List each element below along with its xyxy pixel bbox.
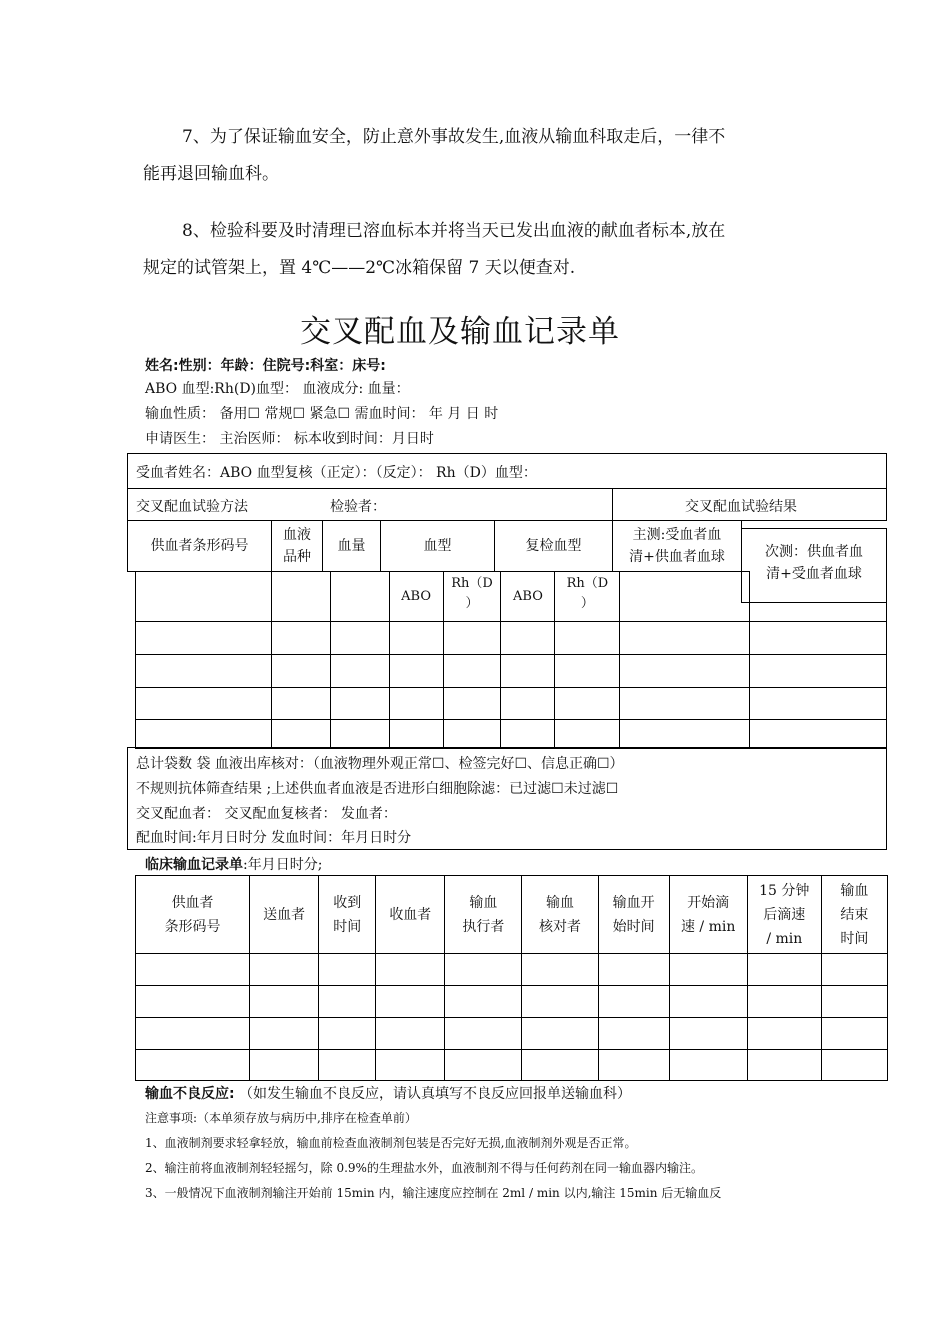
cell[interactable] — [443, 688, 501, 720]
header-blood-type: 血液 品种 — [271, 520, 323, 572]
cell[interactable] — [620, 655, 750, 688]
header-blood-group: 血型 — [380, 520, 495, 572]
cell[interactable] — [443, 720, 501, 749]
cell[interactable] — [747, 954, 821, 986]
cell[interactable] — [821, 1050, 887, 1081]
header-minor-test: 次测：供血者血 清+受血者血球 — [741, 528, 887, 603]
cell[interactable] — [669, 1050, 747, 1081]
note-1: 1、血液制剂要求轻拿轻放，输血前检查血液制剂包装是否完好无损,血液制剂外观是否正常。 — [145, 1136, 637, 1150]
cell[interactable] — [747, 986, 821, 1018]
clinical-header-row — [136, 876, 888, 954]
cell[interactable] — [136, 655, 272, 688]
result-header-text: 交叉配血试验结果 — [685, 499, 797, 515]
summary-line3: 交叉配血者： 交叉配血复核者： 发血者： — [136, 806, 397, 822]
cell[interactable] — [330, 720, 389, 749]
cell[interactable] — [522, 954, 598, 986]
clinical-header: 开始滴 速 / min — [669, 876, 747, 954]
clinical-header: 收到 时间 — [319, 876, 376, 954]
clinical-header: 收血者 — [376, 876, 445, 954]
clinical-header: 输血开 始时间 — [598, 876, 669, 954]
clinical-header: 供血者 条形码号 — [136, 876, 250, 954]
cell[interactable] — [136, 572, 272, 622]
cell[interactable] — [620, 572, 750, 622]
subheader-abo-1: ABO — [389, 572, 443, 622]
recipient-row-text: 受血者姓名：ABO 血型复核（正定）：（反定）： Rh（D）血型： — [136, 465, 537, 481]
cell[interactable] — [555, 622, 620, 655]
cell[interactable] — [750, 572, 887, 622]
notes-header: 注意事项:（本单须存放与病历中,排序在检查单前） — [145, 1111, 417, 1125]
cell[interactable] — [522, 1018, 598, 1050]
cell[interactable] — [821, 954, 887, 986]
cell[interactable] — [821, 986, 887, 1018]
cell[interactable] — [747, 1018, 821, 1050]
clinical-header: 送血者 — [250, 876, 319, 954]
inspector-label: 检验者： — [330, 499, 386, 515]
cell[interactable] — [271, 572, 330, 622]
cell[interactable] — [555, 655, 620, 688]
cell[interactable] — [319, 986, 376, 1018]
patient-info-line3: 输血性质： 备用☐ 常规☐ 紧急☐ 需血时间： 年 月 日 时 — [145, 406, 499, 422]
cell[interactable] — [522, 986, 598, 1018]
adverse-reaction-line: 输血不良反应: （如发生输血不良反应，请认真填写不良反应回报单送输血科） — [145, 1086, 632, 1102]
cell[interactable] — [669, 954, 747, 986]
cell[interactable] — [389, 688, 443, 720]
patient-info-line4: 申请医生： 主治医师： 标本收到时间：月日时 — [145, 431, 434, 447]
crossmatch-table — [135, 571, 887, 749]
paragraph-8-line2: 规定的试管架上，置 4℃——2℃冰箱保留 7 天以便查对. — [143, 258, 576, 278]
cell[interactable] — [669, 986, 747, 1018]
cell[interactable] — [271, 720, 330, 749]
cell[interactable] — [501, 720, 555, 749]
method-label: 交叉配血试验方法 — [136, 499, 248, 515]
cell[interactable] — [319, 1050, 376, 1081]
cell[interactable] — [319, 1018, 376, 1050]
cell[interactable] — [389, 720, 443, 749]
cell[interactable] — [620, 688, 750, 720]
cell[interactable] — [750, 655, 887, 688]
cell[interactable] — [501, 622, 555, 655]
cell[interactable] — [443, 655, 501, 688]
method-row — [127, 488, 613, 521]
header-volume: 血量 — [322, 520, 381, 572]
cell[interactable] — [620, 622, 750, 655]
cell[interactable] — [598, 986, 669, 1018]
paragraph-7-line1: 7、为了保证输血安全，防止意外事故发生,血液从输血科取走后，一律不 — [182, 127, 726, 147]
cell[interactable] — [598, 1050, 669, 1081]
clinical-header: 15 分钟 后滴速 / min — [747, 876, 821, 954]
clinical-header: 输血 核对者 — [522, 876, 598, 954]
cell[interactable] — [598, 1018, 669, 1050]
clinical-record-label: 临床输血记录单:年月日时分; — [145, 857, 323, 873]
cell[interactable] — [136, 688, 272, 720]
note-3: 3、一般情况下血液制剂输注开始前 15min 内，输注速度应控制在 2ml / min 以内,输注 15min 后无输血反 — [145, 1186, 722, 1200]
note-2: 2、输注前将血液制剂轻轻摇匀，除 0.9%的生理盐水外，血液制剂不得与任何药剂在同一输血器内输注。 — [145, 1161, 703, 1175]
cell[interactable] — [445, 1018, 522, 1050]
cell[interactable] — [330, 572, 389, 622]
cell[interactable] — [136, 720, 272, 749]
cell[interactable] — [250, 986, 319, 1018]
table-row — [136, 954, 888, 986]
cell[interactable] — [319, 954, 376, 986]
cell[interactable] — [376, 1018, 445, 1050]
patient-info-line2: ABO 血型:Rh(D)血型： 血液成分: 血量： — [145, 381, 410, 397]
table-row — [136, 655, 887, 688]
table-row — [136, 720, 887, 749]
cell[interactable] — [136, 986, 250, 1018]
cell[interactable] — [389, 622, 443, 655]
cell[interactable] — [522, 1050, 598, 1081]
cell[interactable] — [250, 1018, 319, 1050]
table-row — [136, 1018, 888, 1050]
cell[interactable] — [389, 655, 443, 688]
subheader-rh-1: Rh（D ） — [443, 572, 501, 622]
cell[interactable] — [750, 720, 887, 749]
patient-info-line1: 姓名:性别：年龄：住院号:科室：床号: — [145, 358, 386, 374]
cell[interactable] — [330, 688, 389, 720]
cell[interactable] — [330, 655, 389, 688]
cell[interactable] — [821, 1018, 887, 1050]
subheader-rh-2: Rh（D ） — [555, 572, 620, 622]
cell[interactable] — [136, 1050, 250, 1081]
cell[interactable] — [501, 688, 555, 720]
cell[interactable] — [750, 688, 887, 720]
cell[interactable] — [445, 954, 522, 986]
cell[interactable] — [136, 622, 272, 655]
clinical-header: 输血 执行者 — [445, 876, 522, 954]
table-row — [136, 1050, 888, 1081]
clinical-table — [135, 875, 888, 1081]
summary-block — [127, 747, 887, 850]
cell[interactable] — [271, 622, 330, 655]
table-row — [136, 688, 887, 720]
clinical-header: 输血 结束 时间 — [821, 876, 887, 954]
summary-line4: 配血时间:年月日时分 发血时间：年月日时分 — [136, 830, 412, 846]
cell[interactable] — [250, 954, 319, 986]
cell[interactable] — [330, 622, 389, 655]
cell[interactable] — [271, 688, 330, 720]
cell[interactable] — [620, 720, 750, 749]
header-donor-barcode: 供血者条形码号 — [127, 520, 272, 572]
cell[interactable] — [136, 954, 250, 986]
cell[interactable] — [250, 1050, 319, 1081]
cell[interactable] — [598, 954, 669, 986]
page-title: 交叉配血及输血记录单 — [300, 314, 620, 350]
header-recheck: 复检血型 — [494, 520, 613, 572]
recipient-row — [127, 453, 887, 489]
cell[interactable] — [376, 954, 445, 986]
cell[interactable] — [376, 986, 445, 1018]
cell[interactable] — [669, 1018, 747, 1050]
cell[interactable] — [271, 655, 330, 688]
cell[interactable] — [445, 986, 522, 1018]
cell[interactable] — [376, 1050, 445, 1081]
subheader-abo-2: ABO — [501, 572, 555, 622]
table-row — [136, 622, 887, 655]
cell[interactable] — [443, 622, 501, 655]
cell[interactable] — [747, 1050, 821, 1081]
summary-line2: 不规则抗体筛查结果 ;上述供血者血液是否进形白细胞除滤：已过滤☐未过滤☐ — [136, 781, 619, 797]
cell[interactable] — [445, 1050, 522, 1081]
cell[interactable] — [750, 622, 887, 655]
cell[interactable] — [555, 720, 620, 749]
result-header — [612, 488, 887, 521]
cell[interactable] — [501, 655, 555, 688]
paragraph-7-line2: 能再退回输血科。 — [143, 164, 279, 184]
crossmatch-subheader-row — [136, 572, 887, 622]
summary-line1: 总计袋数 袋 血液出库核对：（血液物理外观正常☐、检签完好☐、信息正确☐） — [136, 756, 624, 772]
cell[interactable] — [136, 1018, 250, 1050]
paragraph-8-line1: 8、检验科要及时清理已溶血标本并将当天已发出血液的献血者标本,放在 — [182, 221, 726, 241]
table-row — [136, 986, 888, 1018]
cell[interactable] — [555, 688, 620, 720]
header-major-test: 主测:受血者血 清+供血者血球 — [612, 520, 742, 572]
